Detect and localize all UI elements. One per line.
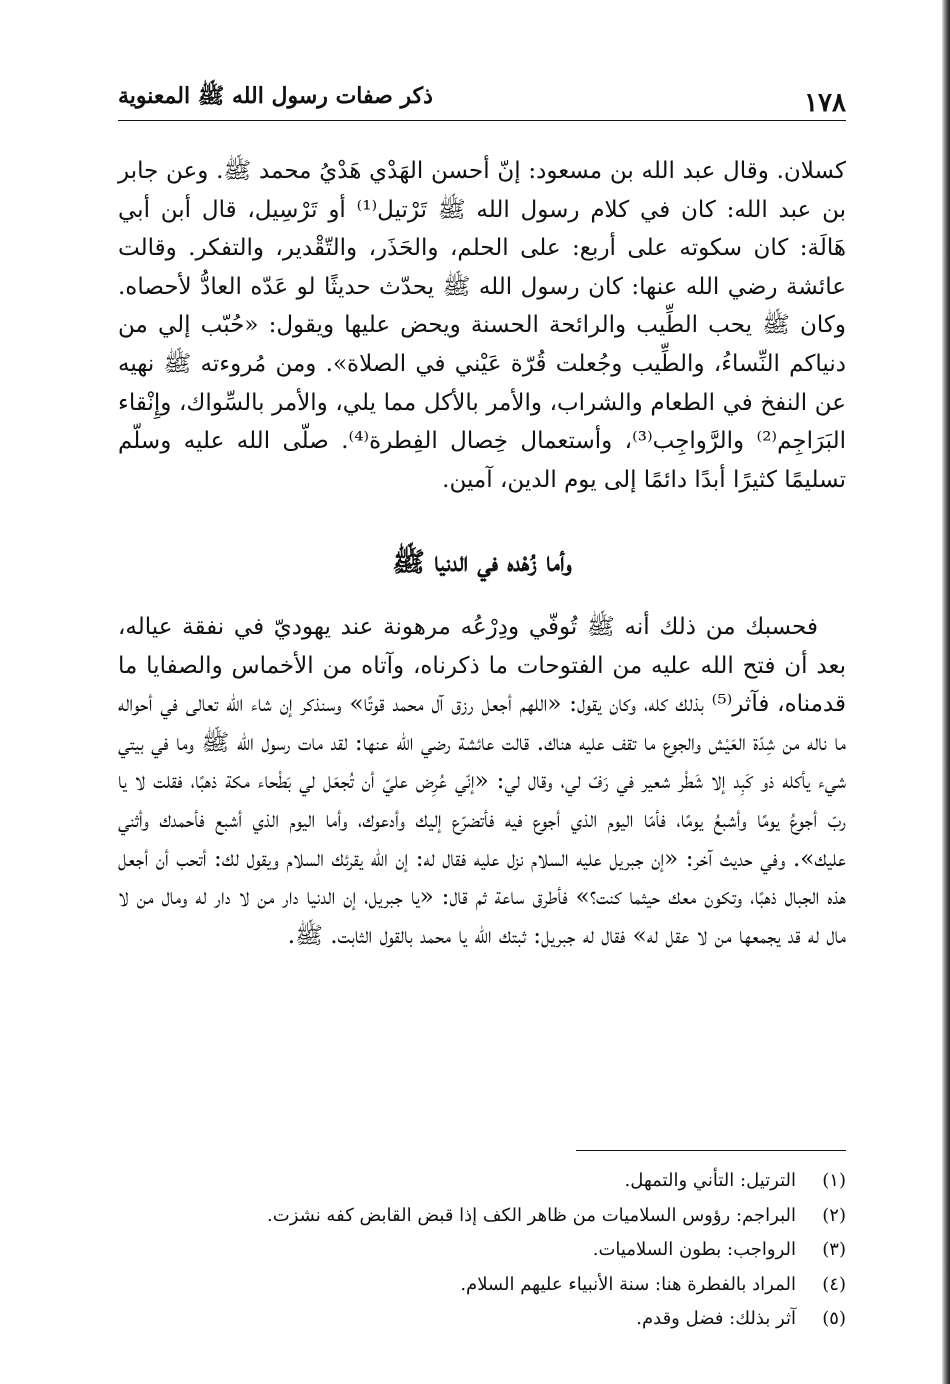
- page-edge-shadow: [942, 0, 950, 1384]
- footnote-separator: [576, 1150, 846, 1151]
- book-page: [118, 70, 847, 1329]
- footnote-1: [118, 1164, 846, 1199]
- footnote-2: [118, 1199, 846, 1234]
- footnote-number: (٥): [822, 1308, 846, 1329]
- body-paragraph-1: كسلان. وقال عبد الله بن مسعود: إنّ أحسن الهَدْي هَدْيُ محمد ﷺ. وعن جابر بن عبد الله: كان في كلام رسول الله ﷺ تَرْتيل⁽¹⁾ أو تَرْسِيل، قال أبن أبي هَالَة: كان سكوته على أربع: على الحلم، والحَذَر، والتّقْدير، والتفكر. وقالت عائشة رضي الله عنها: كان رسول الله ﷺ يحدّث حديثًا لو عَدّه العادُّ لأحصاه. وكان ﷺ يحب الطِّيب والرائحة الحسنة ويحض عليها ويقول: «حُبّب إلي من دنياكم النِّساءُ، والطِّيب وجُعلت قُرّة عَيْني في الصلاة». ومن مُروءته ﷺ نهيه عن النفخ في الطعام والشراب، والأمر بالأكل مما يلي، والأمر بالسِّواك، وإِنْقاء البَرَاجِم⁽²⁾ والرَّواجِب⁽³⁾، وأستعمال خِصال الفِطرة⁽⁴⁾. صلّى الله عليه وسلّم تسليمًا كثيرًا أبدًا دائمًا إلى يوم الدين، آمين.: [118, 158, 847, 493]
- footnote-text: الترتيل: التأني والتمهل.: [624, 1170, 796, 1191]
- section-heading: وأما زُهْده في الدنيا ﷺ: [392, 547, 572, 578]
- footnote-text: المراد بالفطرة هنا: سنة الأنبياء عليهم السلام.: [460, 1273, 796, 1295]
- footnote-text: آثر بذلك: فضل وقدم.: [636, 1308, 796, 1329]
- footnote-5: [118, 1302, 846, 1337]
- running-title: ذكر صفات رسول الله ﷺ المعنوية: [118, 83, 433, 109]
- footnote-number: (٢): [822, 1204, 846, 1226]
- footnotes: [118, 1164, 846, 1337]
- footnote-number: (٣): [822, 1239, 846, 1260]
- footnote-text: الرواجب: بطون السلاميات.: [592, 1239, 796, 1260]
- footnote-number: (١): [822, 1170, 846, 1191]
- footnote-number: (٤): [822, 1273, 846, 1295]
- page-header: [118, 70, 846, 121]
- footnote-text: البراجم: رؤوس السلاميات من ظاهر الكف إذا قبض القابض كفه نشزت.: [267, 1204, 796, 1226]
- footnote-4: [118, 1268, 846, 1303]
- body-paragraph-2: فحسبك من ذلك أنه ﷺ تُوفّي ودِرْعُه مرهونة عند يهوديّ في نفقة عياله، بعد أن فتح الله عليه من الفتوحات ما ذكرناه، وآتاه من الأخماس والصفايا ما قدمناه، فآثر⁽⁵⁾ بذلك كله، وكان يقول: «اللهم أجعل رزق آل محمد قوتًا» وسنذكر إن شاء الله تعالى في أحواله ما ناله من شِدّة العَيْش والجوع ما تقف عليه هناك. قالت عائشة رضي الله عنها: لقد مات رسول الله ﷺ وما في بيتي شيء يأكله ذو كَبِد إلا شَطْر شعير في رَفّ لي، وقال لي: «إنّي عُرِض عليّ أن تُجعَل لي بَطْحاء مكة ذهبًا، فقلت لا يا ربّ أجوعُ يومًا وأشبعُ يومًا، فأمّا اليوم الذي أجوع فيه فأتضرّع إليك وأدعوك، وأما اليوم الذي أشبع فأحمدك وأثني عليك». وفي حديث آخر: «إن جبريل عليه السلام نزل عليه فقال له: إن الله يقرئك السلام ويقول لك: أتحب أن أجعل هذه الجبال ذهبًا، وتكون معك حيثما كنت؟» فأطرق ساعة ثم قال: «يا جبريل، إن الدنيا دار من لا دار له ومال من لا مال له قد يجمعها من لا عقل له» فقال له جبريل: ثبتك الله يا محمد بالقول الثابت. ﷺ.: [118, 614, 846, 949]
- footnote-3: [118, 1233, 846, 1268]
- page-number: ١٧٨: [804, 88, 846, 118]
